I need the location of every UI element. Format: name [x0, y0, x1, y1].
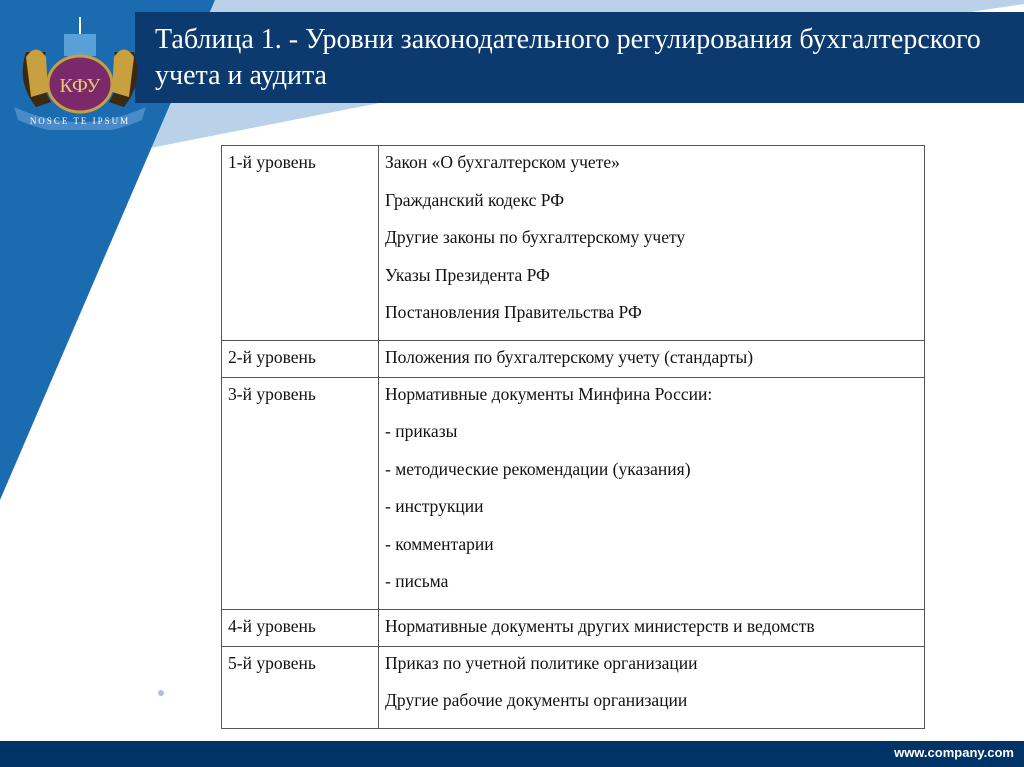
level-cell: 3-й уровень	[222, 377, 379, 609]
list-item: Указы Президента РФ	[385, 264, 550, 285]
documents-cell	[379, 646, 925, 728]
footer-bar	[0, 741, 1024, 767]
list-item: - письма	[385, 571, 449, 591]
table-row	[222, 146, 925, 341]
svg-text:NOSCE TE IPSUM: NOSCE TE IPSUM	[29, 116, 131, 126]
list-item: - комментарии	[385, 533, 494, 554]
table-row	[222, 646, 925, 728]
list-item: Другие законы по бухгалтерскому учету	[385, 227, 686, 247]
level-cell: 2-й уровень	[222, 340, 379, 377]
table-row	[222, 377, 925, 609]
documents-cell	[379, 340, 925, 377]
bullet-dot	[158, 690, 164, 696]
university-logo	[6, 12, 154, 130]
level-cell: 5-й уровень	[222, 646, 379, 728]
list-item: Закон «О бухгалтерском учете»	[385, 152, 620, 172]
table-row	[222, 609, 925, 646]
level-cell: 1-й уровень	[222, 146, 379, 341]
list-item: Постановления Правительства РФ	[385, 302, 642, 322]
level-cell: 4-й уровень	[222, 609, 379, 646]
list-item: - инструкции	[385, 496, 484, 516]
documents-cell	[379, 146, 925, 341]
list-item: - методические рекомендации (указания)	[385, 458, 691, 479]
list-item: - приказы	[385, 421, 458, 441]
regulation-levels-table	[221, 145, 925, 729]
list-item: Нормативные документы Минфина России:	[385, 383, 713, 404]
documents-cell	[379, 377, 925, 609]
list-item: Положения по бухгалтерскому учету (стандарты)	[385, 346, 754, 367]
list-item: Гражданский кодекс РФ	[385, 189, 565, 210]
slide-title: Таблица 1. - Уровни законодательного регулирования бухгалтерского учета и аудита	[155, 24, 981, 91]
list-item: Нормативные документы других министерств и ведомств	[385, 615, 815, 636]
list-item: Приказ по учетной политике организации	[385, 652, 698, 673]
list-item: Другие рабочие документы организации	[385, 690, 688, 710]
documents-cell	[379, 609, 925, 646]
footer-url: www.company.com	[894, 745, 1014, 760]
table-row	[222, 340, 925, 377]
svg-text:КФУ: КФУ	[59, 75, 101, 97]
